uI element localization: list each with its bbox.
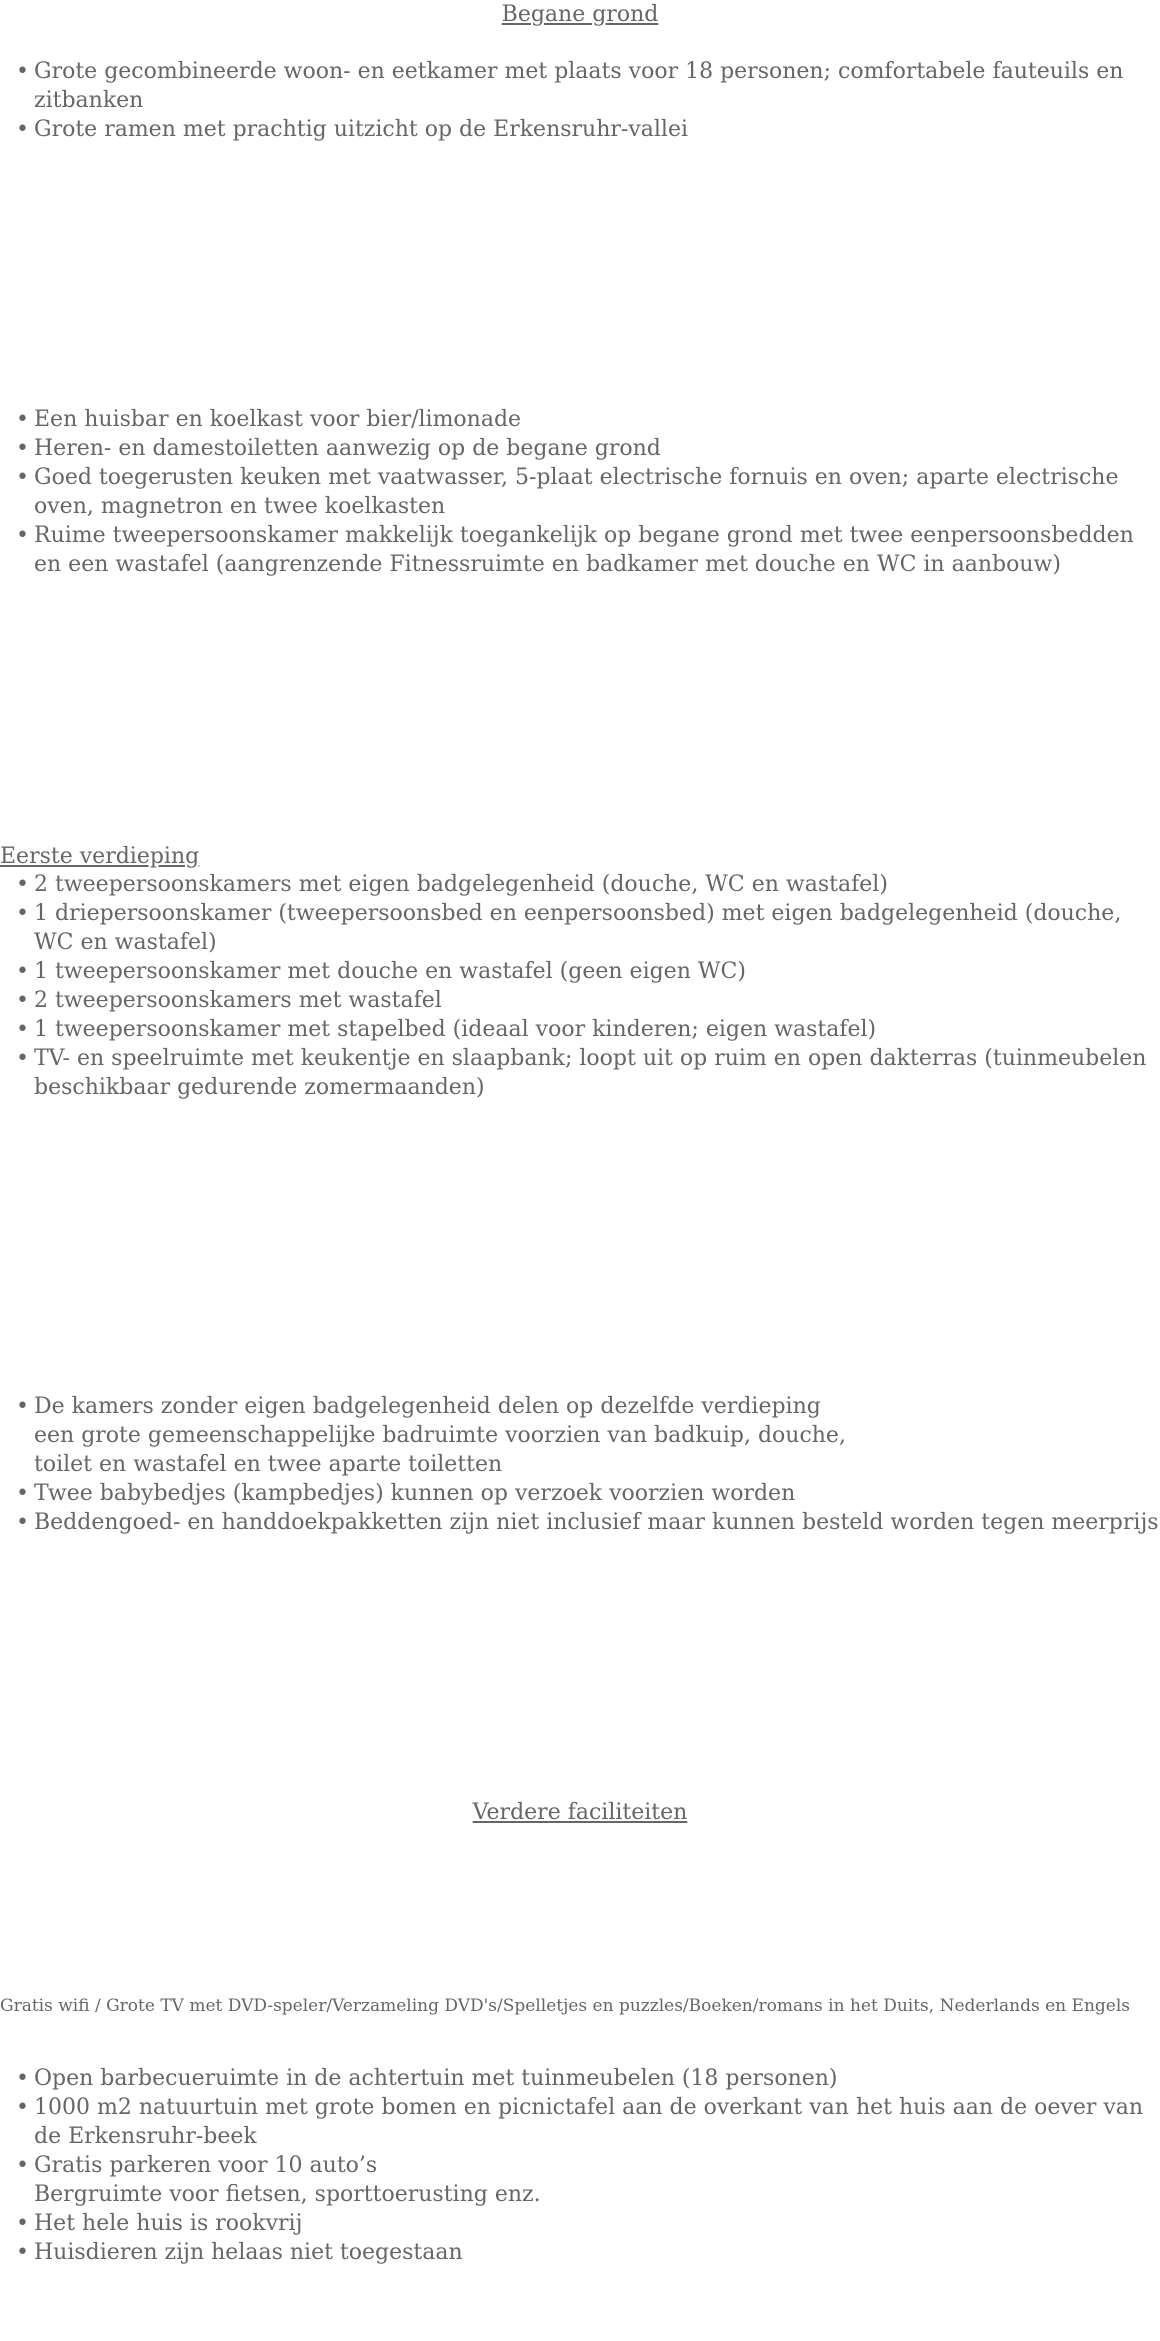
ground-floor-list-2 (0, 405, 1160, 579)
list-item (34, 2151, 1160, 2209)
list-item-line: en een wastafel (aangrenzende Fitnessruimte en badkamer met douche en WC in aanbouw) (34, 552, 1061, 577)
list-item-line: • 2 tweepersoonskamers met eigen badgelegenheid (douche, WC en wastafel) (34, 872, 888, 897)
list-item-line: • Grote gecombineerde woon- en eetkamer met plaats voor 18 personen; comfortabele fauteuils en (34, 59, 1124, 84)
list-item-line: toilet en wastafel en twee aparte toiletten (34, 1452, 503, 1477)
list-item-line: • 1 tweepersoonskamer met douche en wastafel (geen eigen WC) (34, 959, 746, 984)
list-item (34, 115, 1160, 144)
list-item (34, 870, 1160, 899)
list-item (34, 2209, 1160, 2238)
list-item-line: • Een huisbar en koelkast voor bier/limonade (34, 407, 522, 432)
list-item-line: beschikbaar gedurende zomermaanden) (34, 1075, 485, 1100)
list-item-line: oven, magnetron en twee koelkasten (34, 494, 446, 519)
list-item-line: • 2 tweepersoonskamers met wastafel (34, 988, 442, 1013)
list-item-line: • Twee babybedjes (kampbedjes) kunnen op verzoek voorzien worden (34, 1481, 796, 1506)
list-item-line: een grote gemeenschappelijke badruimte voorzien van badkuip, douche, (34, 1423, 846, 1448)
list-item (34, 2064, 1160, 2093)
list-item (34, 2093, 1160, 2151)
first-floor-list-1 (0, 870, 1160, 1102)
list-item (34, 957, 1160, 986)
list-item (34, 57, 1160, 115)
list-item (34, 1015, 1160, 1044)
facilities-list (0, 2064, 1160, 2267)
list-item (34, 899, 1160, 957)
list-item (34, 2238, 1160, 2267)
list-item (34, 463, 1160, 521)
list-item (34, 1508, 1160, 1537)
list-item-line: • TV- en speelruimte met keukentje en slaapbank; loopt uit op ruim en open dakterras (tuinmeubelen (34, 1046, 1147, 1071)
section-title-eerste-verdieping: Eerste verdieping (0, 844, 200, 869)
list-item-line: Bergruimte voor fietsen, sporttoerusting enz. (34, 2182, 541, 2207)
section-title-verdere-faciliteiten: Verdere faciliteiten (472, 1800, 688, 1825)
list-item (34, 1392, 1160, 1479)
list-item (34, 434, 1160, 463)
list-item-line: • 1 tweepersoonskamer met stapelbed (ideaal voor kinderen; eigen wastafel) (34, 1017, 877, 1042)
list-item-line: zitbanken (34, 88, 144, 113)
list-item (34, 986, 1160, 1015)
ground-floor-list-1 (0, 57, 1160, 144)
section-title-begane-grond: Begane grond (501, 2, 659, 27)
list-item-line: • 1000 m2 natuurtuin met grote bomen en picnictafel aan de overkant van het huis aan de oever van (34, 2095, 1144, 2120)
list-item (34, 1044, 1160, 1102)
list-item-line: de Erkensruhr-beek (34, 2124, 257, 2149)
list-item-line: • Beddengoed- en handdoekpakketten zijn niet inclusief maar kunnen besteld worden tegen meerprijs (34, 1510, 1159, 1535)
first-floor-list-2 (0, 1392, 1160, 1537)
list-item-line: WC en wastafel) (34, 930, 217, 955)
list-item-line: • De kamers zonder eigen badgelegenheid delen op dezelfde verdieping (34, 1394, 821, 1419)
list-item-line: • Ruime tweepersoonskamer makkelijk toegankelijk op begane grond met twee eenpersoonsbedden (34, 523, 1134, 548)
list-item-line: • Gratis parkeren voor 10 auto’s (34, 2153, 378, 2178)
list-item-line: • 1 driepersoonskamer (tweepersoonsbed en eenpersoonsbed) met eigen badgelegenheid (douche, (34, 901, 1122, 926)
facilities-summary: Gratis wifi / Grote TV met DVD-speler/Verzameling DVD's/Spelletjes en puzzles/Boeken/romans in het Duits, Nederlands en Engels (0, 1996, 1131, 2016)
list-item-line: • Heren- en damestoiletten aanwezig op de begane grond (34, 436, 661, 461)
list-item (34, 1479, 1160, 1508)
list-item-line: • Huisdieren zijn helaas niet toegestaan (34, 2240, 463, 2265)
list-item (34, 521, 1160, 579)
list-item-line: • Het hele huis is rookvrij (34, 2211, 303, 2236)
list-item-line: • Goed toegerusten keuken met vaatwasser, 5-plaat electrische fornuis en oven; aparte electrische (34, 465, 1119, 490)
list-item (34, 405, 1160, 434)
list-item-line: • Grote ramen met prachtig uitzicht op de Erkensruhr-vallei (34, 117, 689, 142)
list-item-line: • Open barbecueruimte in de achtertuin met tuinmeubelen (18 personen) (34, 2066, 838, 2091)
